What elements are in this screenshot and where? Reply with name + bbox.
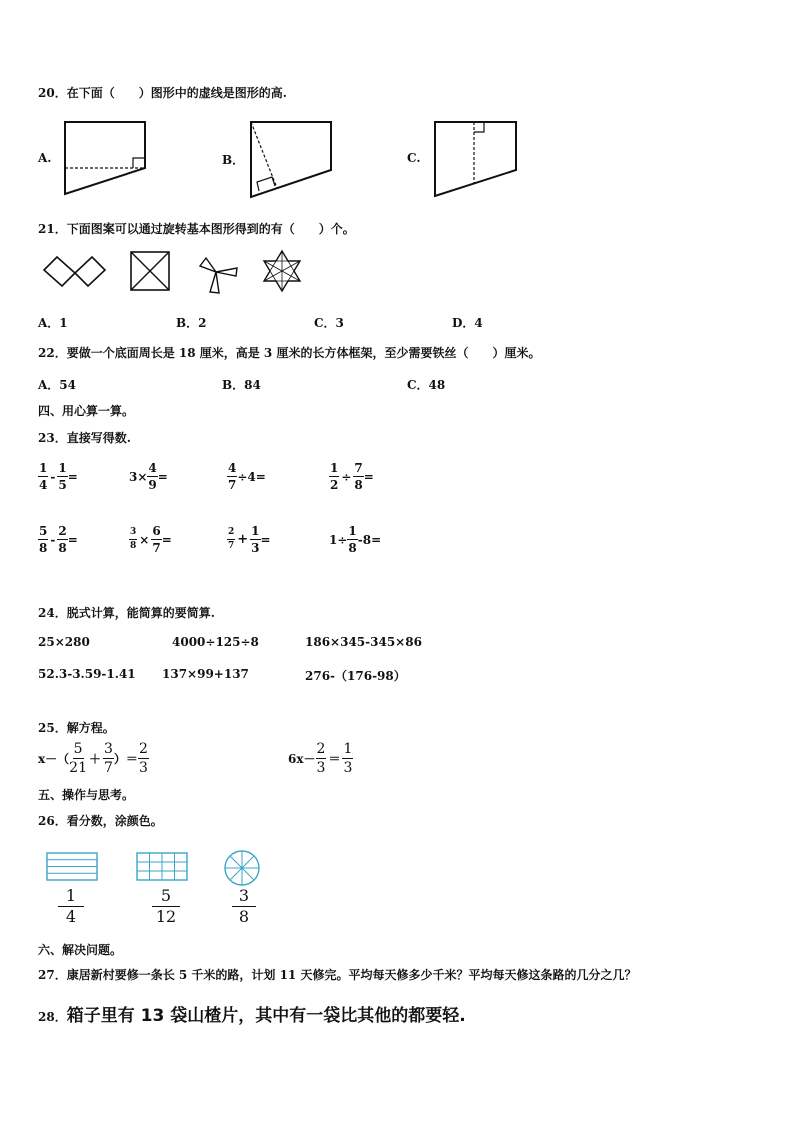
q22-option-b: B．84 xyxy=(222,378,261,392)
q23-text: 23．直接写得数. xyxy=(38,431,131,445)
fraction: $\frac{1}{5}$ xyxy=(58,461,67,492)
fraction: $\frac{3}{8}$ xyxy=(130,527,137,551)
q24-item-2: 4000÷125÷8 xyxy=(172,635,259,649)
q23-expr-8: 1÷ $\frac{1}{8}$ -8= xyxy=(329,524,382,555)
q26-text: 26．看分数，涂颜色。 xyxy=(38,814,163,828)
q20-option-b: B． xyxy=(222,153,245,167)
q20-option-c: C. xyxy=(407,151,421,165)
q25-text: 25．解方程。 xyxy=(38,721,115,735)
q21-option-d: D．4 xyxy=(452,316,483,330)
q23-expr-2: 3× $\frac{4}{9}$ = xyxy=(129,461,168,492)
section-6-heading: 六、解决问题。 xyxy=(38,943,123,957)
q26-rectangle-quarters xyxy=(46,852,100,882)
fraction: $\frac{1}{2}$ xyxy=(330,461,339,492)
q20-option-a: A. xyxy=(38,151,52,165)
q21-option-b: B．2 xyxy=(176,316,207,330)
q27-text: 27．康居新村要修一条长 5 千米的路，计划 11 天修完。平均每天修多少千米？平均每天修这条路的几分之几？ xyxy=(38,968,637,982)
section-5-heading: 五、操作与思考。 xyxy=(38,788,135,802)
q23-expr-6: $\frac{3}{8}$ × $\frac{6}{7}$ = xyxy=(130,524,172,555)
fraction: $\frac{4}{7}$ xyxy=(228,461,237,492)
q28-text: 箱子里有 13 袋山楂片，其中有一袋比其他的都要轻. xyxy=(66,1006,466,1026)
q23-expr-7: $\frac{2}{7}$ + $\frac{1}{3}$ = xyxy=(228,524,271,555)
q21-pattern-pinwheel xyxy=(194,250,244,298)
q23-expr-5: $\frac{5}{8}$ - $\frac{2}{8}$ = xyxy=(39,524,78,555)
q25-equation-2: 6x－ $\frac{2}{3}$ ＝ $\frac{1}{3}$ xyxy=(288,741,353,776)
q24-item-3: 186×345-345×86 xyxy=(305,635,422,649)
fraction: $\frac{2}{3}$ xyxy=(138,741,148,776)
q20-figure-b xyxy=(246,118,341,200)
q20-text: 20．在下面（ ）图形中的虚线是图形的高. xyxy=(38,86,287,100)
fraction: $\frac{6}{7}$ xyxy=(152,524,161,555)
q20-figure-c xyxy=(430,118,525,200)
q23-expr-1: $\frac{1}{4}$ - $\frac{1}{5}$ = xyxy=(39,461,78,492)
fraction: $\frac{5}{8}$ xyxy=(39,524,48,555)
q22-option-a: A．54 xyxy=(38,378,77,392)
q21-option-c: C．3 xyxy=(314,316,344,330)
fraction: $\frac{5}{21}$ xyxy=(69,741,87,776)
q22-text: 22．要做一个底面周长是 18 厘米，高是 3 厘米的长方体框架，至少需要铁丝（ ）厘米。 xyxy=(38,346,541,360)
fraction: $\frac{4}{9}$ xyxy=(148,461,157,492)
q26-fraction-1: $\frac{1}{4}$ xyxy=(56,888,86,925)
fraction: $\frac{3}{7}$ xyxy=(104,741,113,776)
fraction: $\frac{1}{3}$ xyxy=(343,741,353,776)
q25-equation-1: x－（ $\frac{5}{21}$ ＋ $\frac{3}{7}$ ）＝ $\frac{2}{3}$ xyxy=(38,741,148,776)
q24-item-4: 52.3-3.59-1.41 xyxy=(38,667,136,681)
section-4-heading: 四、用心算一算。 xyxy=(38,404,135,418)
q24-text: 24．脱式计算，能简算的要简算. xyxy=(38,606,215,620)
fraction: $\frac{1}{8}$ xyxy=(348,524,357,555)
q24-item-6: 276-（176-98） xyxy=(305,669,406,683)
q21-text: 21．下面图案可以通过旋转基本图形得到的有（ ）个。 xyxy=(38,222,355,236)
fraction: $\frac{2}{3}$ xyxy=(316,741,326,776)
q21-pattern-square xyxy=(128,250,173,292)
q28-line xyxy=(38,1001,466,1026)
q26-fraction-3: $\frac{3}{8}$ xyxy=(232,888,256,925)
q22-option-c: C．48 xyxy=(407,378,446,392)
fraction: $\frac{1}{4}$ xyxy=(39,461,48,492)
q26-circle-eighths xyxy=(222,848,262,888)
q26-rectangle-twelfths xyxy=(136,852,190,882)
q28-number: 28． xyxy=(38,1010,67,1024)
q21-pattern-diamonds xyxy=(40,250,110,292)
q23-expr-3: $\frac{4}{7}$ ÷4= xyxy=(228,461,266,492)
fraction: $\frac{1}{3}$ xyxy=(251,524,260,555)
q21-pattern-star xyxy=(258,248,306,294)
q21-option-a: A．1 xyxy=(38,316,68,330)
q24-item-5: 137×99+137 xyxy=(162,667,249,681)
fraction: $\frac{7}{8}$ xyxy=(354,461,363,492)
q26-fraction-2: $\frac{5}{12}$ xyxy=(152,888,180,925)
q23-expr-4: $\frac{1}{2}$ ÷ $\frac{7}{8}$ = xyxy=(330,461,374,492)
q24-item-1: 25×280 xyxy=(38,635,90,649)
fraction: $\frac{2}{7}$ xyxy=(228,527,235,551)
fraction: $\frac{2}{8}$ xyxy=(58,524,67,555)
q20-figure-a xyxy=(60,118,155,200)
